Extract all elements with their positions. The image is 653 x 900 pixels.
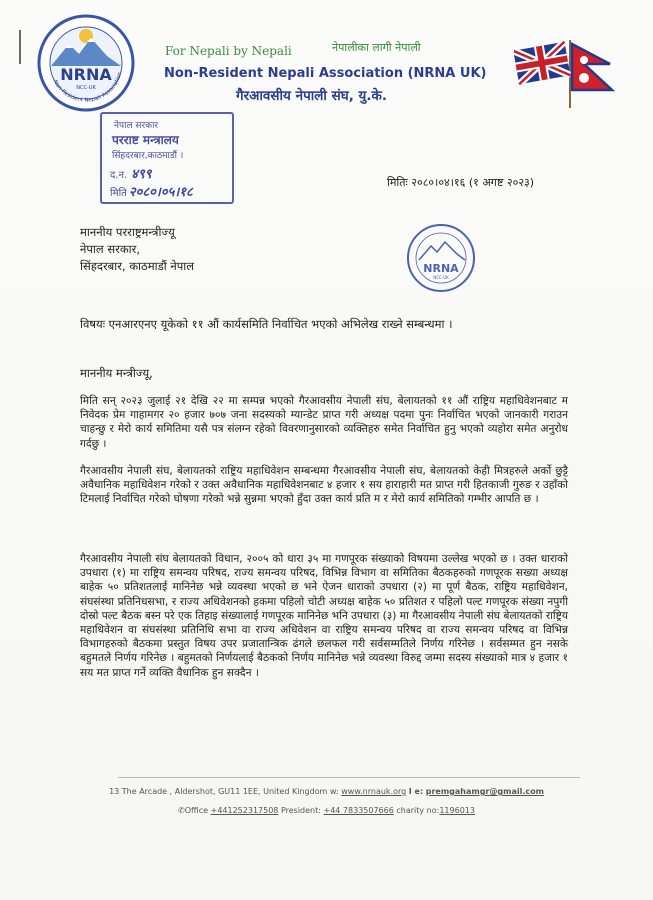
footer-address: 13 The Arcade , Aldershot, GU11 1EE, United Kingdom w: [109, 787, 339, 796]
footer-office-label: Office [184, 806, 209, 815]
organization-name-english: Non-Resident Nepali Association (NRNA UK) [164, 66, 487, 81]
footer-contact-line [0, 787, 653, 796]
nepal-flag [572, 44, 612, 90]
ministry-receipt-stamp [100, 112, 234, 204]
stamp-date-label: मिति [110, 188, 127, 199]
footer-divider [118, 777, 580, 778]
nrna-seal [405, 222, 477, 294]
stamp-registration [110, 164, 152, 182]
letter-subject: विषयः एनआरएनए यूकेको ११ औं कार्यसमिति निर्वाचित भएको अभिलेख राख्ने सम्बन्धमा । [80, 317, 453, 331]
stamp-date-value: २०८०।०५।१८ [128, 185, 193, 200]
svg-text:NCC-UK: NCC-UK [433, 275, 449, 280]
letter-date: मितिः २०८०।०४।१६ (१ अगष्ट २०२३) [387, 176, 535, 189]
tagline-nepali: नेपालीका लागी नेपाली [332, 41, 421, 54]
salutation: माननीय मन्त्रीज्यू, [80, 366, 153, 380]
footer-phone-line [0, 806, 653, 815]
svg-text:NRNA: NRNA [60, 65, 112, 84]
uk-nepal-flags [514, 40, 626, 108]
footer-office-phone[interactable]: +441252317508 [210, 806, 279, 815]
phone-icon: ✆ [178, 806, 185, 815]
stamp-line-location: सिंहदरबार,काठमाडौं । [112, 151, 184, 161]
svg-text:Non-Resident Nepali Associatio: Non-Resident Nepali Association [51, 71, 124, 104]
address-line: सिंहदरबार, काठमाडौं नेपाल [80, 259, 195, 273]
stamp-line-govt: नेपाल सरकार [114, 121, 159, 131]
svg-text:NRNA: NRNA [423, 262, 459, 275]
body-paragraph: गैरआवसीय नेपाली संघ बेलायतको विधान, २००५ को धारा ३५ मा गणपूरक संख्याको विषयमा उल्लेख भएको छ । उक्त धाराको उपधारा (१) मा राष्ट्रिय समन्वय परिषद, राज्य समन्वय परिषद, विभिन्न विभाग वा समितिका बैठकहरुको गणपूरक सख्या अध्यक्ष बाहेक ५० प्रतिशतलाई मानिनेछ भन्ने व्यवस्था भएको छ भने ऐजन धाराको उपधारा (२) मा पूर्ण बैठक, राष्ट्रिय महाधिवेशन, संघसंस्था प्रतिनिधसभा, र राज्य अधिवेशनको हकमा पहिलो चोटी अध्यक्ष बाहेक ५० प्रतिशत र पहिलो पल्ट गणपूरक संख्या नपुगी दोस्रो पल्ट बैठक बस्न परे एक तिहाइ संख्यालाई गणपूरक मानिनेछ भनि उपधारा (३) मा गैरआवसीय नेपाली संघ बेलायतको राष्ट्रिय महाधिवेशन वा संघसंस्था प्रतिनिधि सभा वा राज्य अधिवेशन वा राष्ट्रिय समन्वय परिषद वा राज्य समन्वय परिषद वा विभिन्न विभागहरुको बैठकमा प्रस्तुत विषय उपर प्रजातान्त्रिक ढंगले छलफल गरी सर्वसम्मतिले निर्णय गरिनेछ । सर्वसम्मत हुन नसके बहुमतले निर्णय गरिनेछ । बहुमतको निर्णयलाई बैठकको निर्णय मानिनेछ भन्ने व्यवस्था विरुद्द जम्मा सदस्य संख्याको मात्र ४ हजार १ सय मत प्राप्त गर्ने व्यक्ति वैधानिक हुन सक्दैन । [80, 553, 568, 679]
address-line: माननीय परराष्ट्रमन्त्रीज्यू [80, 225, 175, 239]
stamp-reg-label: द.न. [110, 170, 128, 181]
footer-charity-number: 1196013 [439, 806, 475, 815]
footer-email-link[interactable]: premgahamgr@gmail.com [425, 787, 544, 796]
recipient-address [80, 224, 194, 275]
footer-website-link[interactable]: www.nrnauk.org [341, 787, 407, 796]
svg-text:NCC-UK: NCC-UK [76, 85, 96, 91]
body-paragraph: गैरआवसीय नेपाली संघ, बेलायतको राष्ट्रिय महाधिवेशन सम्बन्धमा गैरआवसीय नेपाली संघ, बेलायतको केही मित्रहरुले अर्को छुट्टै अवैधानिक महाधिवेशन गरेको र उक्त अवैधानिक महाधिवेशनबाट ४ हजार १ सय हाराहारी मत प्राप्त गरी हितकाजी गुरुङ र उहाँको टिमलाई निर्वाचित गरेको घोषणा गरेको भन्ने सुन्नमा भएको हुँदा उक्त कार्य प्रति म र मेरो कार्य समितिको गम्भीर आपति छ । [80, 465, 568, 506]
uk-flag [514, 42, 570, 85]
tagline-english: For Nepali by Nepali [165, 44, 292, 58]
nrna-logo [37, 14, 135, 112]
footer-president-label: President: [280, 806, 321, 815]
address-line: नेपाल सरकार, [80, 242, 140, 256]
margin-mark [19, 30, 21, 64]
organization-name-nepali: गैरआवसीय नेपाली संघ, यु.के. [236, 88, 387, 104]
body-paragraph: मिति सन् २०२३ जुलाई २१ देखि २२ मा सम्पन्न भएको गैरआवसीय नेपाली संघ, बेलायतको ११ औं राष्ट्रिय महाधिवेशनबाट म निवेदक प्रेम गाहामगर २० हजार ७०७ जना सदस्यको म्यान्डेट प्राप्त गरी अध्यक्ष पदमा पुनः निर्वाचित भएको जानकारी गराउन चाहन्छु र मेरो कार्य समितिमा यसै पत्र संलग्न रहेको विवरणानुसारको व्यक्तिहरु समेत निर्वाचित हुनु भएको व्यहोरा समेत अनुरोध गर्दछु । [80, 395, 568, 450]
footer-charity-label: charity no: [396, 806, 440, 815]
stamp-date [110, 182, 193, 200]
footer-president-phone[interactable]: +44 7833507666 [323, 806, 394, 815]
footer-email-label: I e: [408, 787, 424, 796]
stamp-line-ministry: परराष्ट मन्त्रालय [112, 133, 179, 147]
stamp-reg-value: ४९९ [131, 167, 152, 182]
